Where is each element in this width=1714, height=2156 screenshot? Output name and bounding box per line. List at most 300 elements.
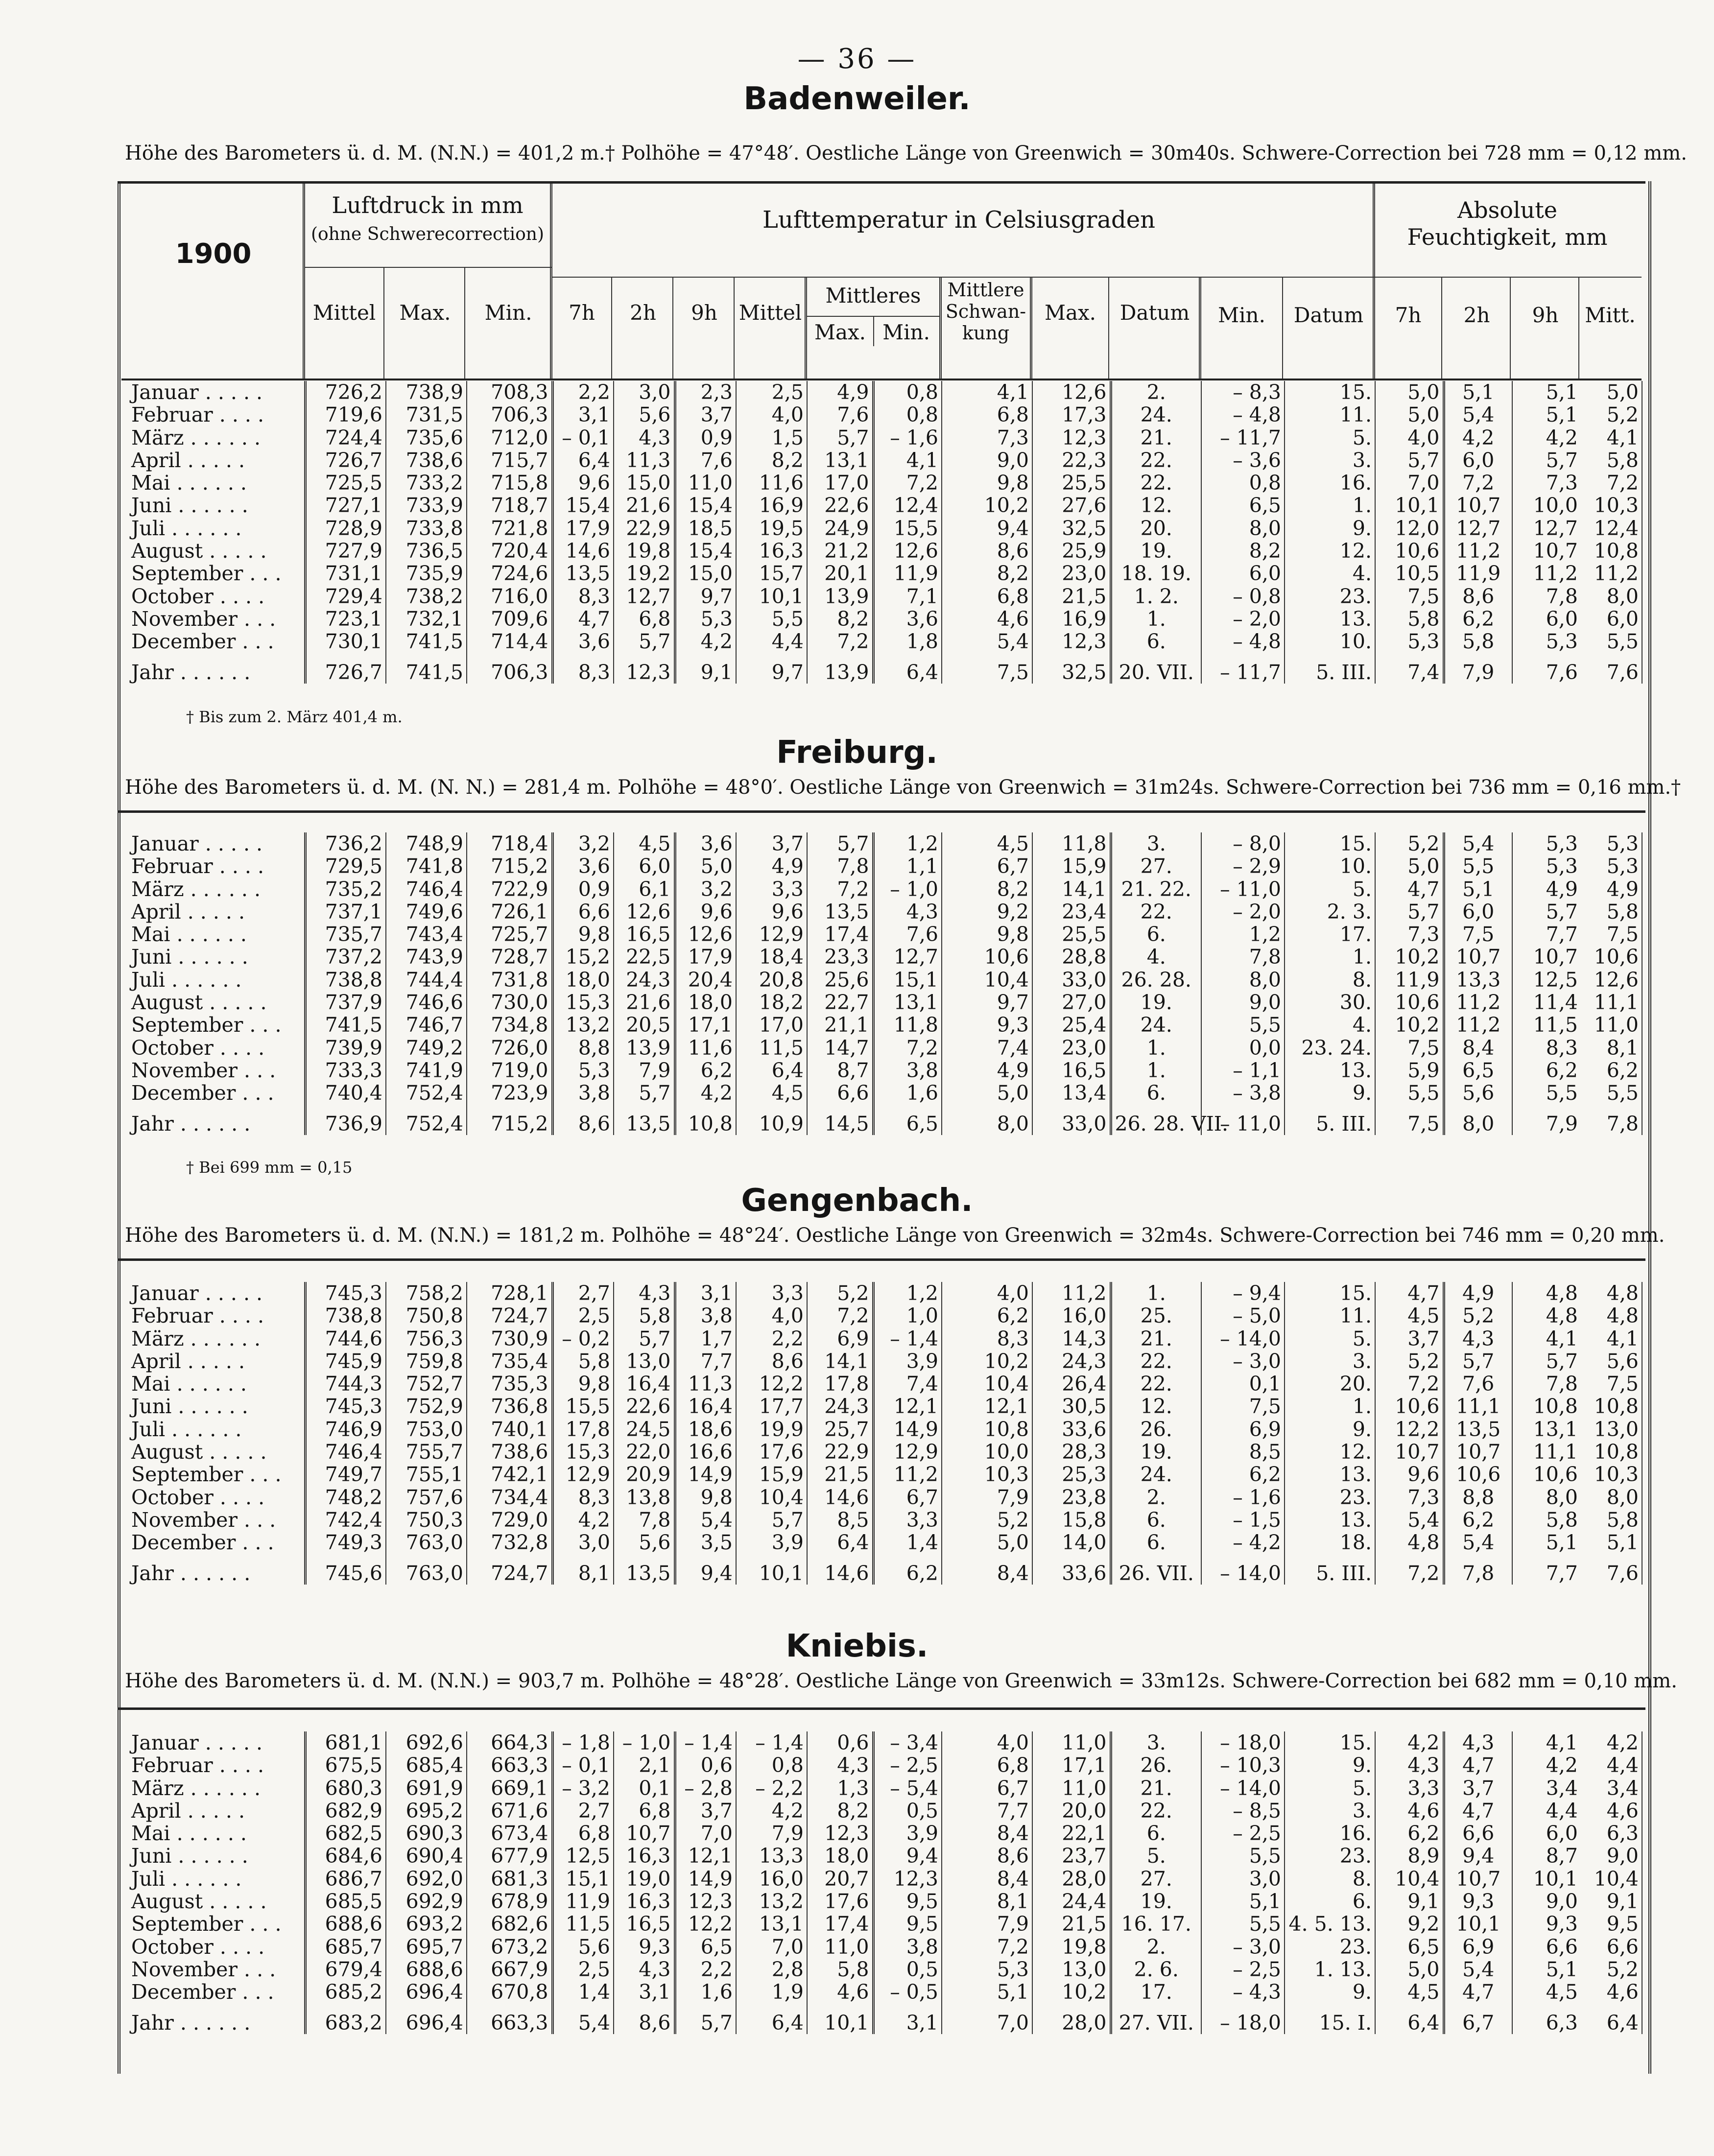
table-cell: 7,2	[807, 630, 873, 653]
col-temp-mittel: Mittel	[738, 301, 802, 325]
table-cell: 15,4	[552, 494, 614, 517]
table-cell: – 11,7	[1201, 426, 1285, 449]
table-cell: 752,7	[386, 1373, 467, 1395]
table-cell: 8,0	[1581, 585, 1642, 608]
col-min: Min.	[484, 301, 532, 325]
table-cell: 22.	[1111, 449, 1201, 472]
table-cell: 12,6	[675, 923, 736, 946]
table-cell: 0,1	[614, 1777, 675, 1800]
table-cell: 737,1	[305, 900, 386, 923]
table-cell: – 1,0	[873, 878, 942, 900]
table-cell: 735,2	[305, 878, 386, 900]
table-cell: 10,6	[1533, 1463, 1578, 1487]
row-label: November . . .	[121, 608, 305, 630]
table-cell: 13,1	[1533, 1417, 1578, 1441]
table-cell: 9,2	[942, 900, 1032, 923]
table-cell: 2,5	[552, 1304, 614, 1327]
table-cell: 3,8	[675, 1304, 736, 1327]
table-cell: 735,6	[386, 426, 467, 449]
table-cell: 10,4	[942, 1373, 1032, 1395]
table-cell: 1.	[1111, 1282, 1201, 1304]
table-cell: 14,7	[807, 1037, 873, 1059]
table-cell: 25,4	[1032, 1014, 1111, 1036]
table-cell: 4,8	[1375, 1531, 1444, 1554]
table-cell: 4,8	[1581, 1282, 1642, 1304]
table-cell: 4.	[1285, 562, 1375, 585]
table-cell: 1,2	[873, 832, 942, 855]
table-cell: 7,7	[942, 1800, 1032, 1822]
table-cell: 733,2	[386, 472, 467, 494]
table-cell: 10,3	[1581, 1463, 1642, 1486]
table-cell: 7,2	[942, 1936, 1032, 1958]
table-cell: 5,1	[942, 1981, 1032, 2003]
table-cell: 5,2	[942, 1509, 1032, 1531]
table-cell: 16,3	[614, 1845, 675, 1867]
table-cell: 4,1	[1546, 1327, 1578, 1350]
table-cell: 14,5	[807, 1105, 873, 1135]
table-cell: 24,3	[807, 1395, 873, 1418]
table-cell: 11,5	[1533, 1013, 1578, 1037]
feuchtigkeit-label: Absolute	[1457, 197, 1557, 223]
table-cell: 7,4	[942, 1037, 1032, 1059]
table-cell: 4,0	[736, 1304, 807, 1327]
table-cell: 2. 6.	[1111, 1958, 1201, 1981]
table-cell: 742,4	[305, 1509, 386, 1531]
table-row	[121, 1509, 1642, 1531]
table-cell: 752,4	[386, 1105, 467, 1135]
table-cell: 728,9	[305, 517, 386, 540]
table-row	[121, 403, 1642, 426]
table-cell: 745,9	[305, 1350, 386, 1373]
table-cell: 7,5	[1581, 923, 1642, 946]
table-cell: 6,2	[1201, 1463, 1285, 1486]
table-cell: 6,4	[1581, 2004, 1642, 2034]
col-mittleres-max: Max.	[814, 320, 866, 344]
table-cell: 744,4	[386, 969, 467, 991]
table-cell: 5.	[1285, 426, 1375, 449]
table-row	[121, 1868, 1642, 1890]
table-cell: 5,8	[807, 1958, 873, 1981]
table-cell: 16,0	[736, 1868, 807, 1890]
table-cell: 8,2	[1201, 540, 1285, 562]
table-row	[121, 1304, 1642, 1327]
station-table	[121, 1282, 1643, 1585]
table-cell: 1.	[1285, 946, 1375, 968]
table-cell: 5,2	[807, 1282, 873, 1304]
table-cell: 7,5	[1375, 585, 1444, 608]
table-cell: 27.	[1111, 1868, 1201, 1890]
table-cell: 23. 24.	[1285, 1037, 1375, 1059]
table-cell: 5,3	[552, 1059, 614, 1082]
table-cell: 7,9	[942, 1913, 1032, 1935]
table-row	[121, 900, 1642, 923]
table-cell: 9,3	[1546, 1912, 1578, 1936]
table-cell: 8,3	[552, 1486, 614, 1509]
row-label: Juli . . . . . .	[121, 1868, 305, 1890]
table-cell: – 14,0	[1201, 1327, 1285, 1350]
row-label: Januar . . . . .	[121, 1282, 305, 1304]
table-cell: 12.	[1111, 1395, 1201, 1418]
table-cell: 33,6	[1032, 1554, 1111, 1585]
table-cell: 6,3	[1546, 2011, 1578, 2035]
table-cell: 10,4	[942, 969, 1032, 991]
table-cell: 5,3	[1546, 832, 1578, 855]
table-cell: 749,2	[386, 1037, 467, 1059]
table-row	[121, 1463, 1642, 1486]
row-label: October . . . .	[121, 1936, 305, 1958]
table-cell: 688,6	[305, 1913, 386, 1935]
row-label: Jahr . . . . . .	[121, 1105, 305, 1135]
table-cell: 1,8	[873, 630, 942, 653]
table-cell: 6,5	[1201, 494, 1285, 517]
table-cell: 12,9	[873, 1441, 942, 1463]
table-cell: 23,0	[1032, 1037, 1111, 1059]
table-cell: 9,5	[873, 1913, 942, 1935]
table-cell: 6,4	[807, 1531, 873, 1554]
table-cell: 10,8	[675, 1105, 736, 1135]
table-cell: 4,2	[675, 1082, 736, 1104]
table-cell: 15,8	[1032, 1509, 1111, 1531]
table-cell: – 14,0	[1201, 1777, 1285, 1800]
table-cell: 8,0	[1201, 969, 1285, 991]
table-cell: 27,6	[1032, 494, 1111, 517]
table-cell: 5,8	[552, 1350, 614, 1373]
table-cell: 4,1	[873, 449, 942, 472]
table-cell: 19,5	[736, 517, 807, 540]
feuchtigkeit-label-2: Feuchtigkeit, mm	[1407, 224, 1608, 250]
table-cell: 6,5	[1375, 1936, 1444, 1958]
col-mittleres: Mittleres	[825, 284, 921, 308]
table-cell: 5,6	[1444, 1082, 1512, 1104]
table-cell: 6,3	[1581, 1822, 1642, 1845]
table-cell: 18,0	[675, 991, 736, 1014]
table-row	[121, 1913, 1642, 1935]
table-cell: 8,3	[1546, 1036, 1578, 1060]
row-label: November . . .	[121, 1509, 305, 1531]
row-label: Mai . . . . . .	[121, 472, 305, 494]
table-cell: 7,3	[1375, 1486, 1444, 1509]
table-cell: 5. III.	[1285, 1105, 1375, 1135]
col-f-mitt: Mitt.	[1585, 303, 1636, 327]
table-cell: 4,7	[1375, 1282, 1444, 1304]
table-cell: 0,9	[552, 878, 614, 900]
table-cell: 738,8	[305, 969, 386, 991]
table-cell: 5,2	[1581, 1958, 1642, 1981]
table-cell: 749,3	[305, 1531, 386, 1554]
table-cell: 7,3	[942, 426, 1032, 449]
table-cell: 1,2	[873, 1282, 942, 1304]
table-cell: 738,8	[305, 1304, 386, 1327]
table-cell: 6.	[1111, 1509, 1201, 1531]
table-cell: 12,2	[1375, 1418, 1444, 1441]
table-cell: 1.	[1285, 494, 1375, 517]
table-cell: 4,2	[736, 1800, 807, 1822]
station-top-rule	[118, 1707, 1645, 1710]
table-cell: 748,9	[386, 832, 467, 855]
table-cell: 6,6	[1444, 1822, 1512, 1845]
table-cell: 685,5	[305, 1890, 386, 1913]
table-row	[121, 562, 1642, 585]
footnote: † Bis zum 2. März 401,4 m.	[186, 708, 403, 726]
table-cell: 6,0	[1546, 1822, 1578, 1846]
year-total-row	[121, 1105, 1642, 1135]
table-cell: 3,9	[736, 1531, 807, 1554]
table-cell: 7,7	[675, 1350, 736, 1373]
table-row	[121, 1441, 1642, 1463]
table-cell: 16,4	[614, 1373, 675, 1395]
table-cell: 17,8	[552, 1418, 614, 1441]
row-label: Juni . . . . . .	[121, 494, 305, 517]
table-cell: 7,2	[807, 1304, 873, 1327]
table-cell: 5,3	[1581, 832, 1642, 855]
station-meta: Höhe des Barometers ü. d. M. (N.N.) = 181,2 m. Polhöhe = 48°24′. Oestliche Länge von Greenwich = 32m4s. Schwere-Correction bei 746 mm = 0,20 mm.	[125, 1224, 1665, 1247]
table-cell: 6,0	[1201, 562, 1285, 585]
table-cell: 17,9	[552, 517, 614, 540]
table-cell: 1. 2.	[1111, 585, 1201, 608]
col-f-9h: 9h	[1532, 303, 1559, 327]
table-cell: 9,1	[1581, 1890, 1642, 1913]
table-cell: 692,6	[386, 1731, 467, 1754]
table-cell: 5,4	[552, 2004, 614, 2034]
table-cell: 693,2	[386, 1913, 467, 1935]
table-cell: – 4,3	[1201, 1981, 1285, 2003]
table-cell: 21.	[1111, 1327, 1201, 1350]
table-cell: 678,9	[467, 1890, 552, 1913]
table-cell: 17,0	[736, 1014, 807, 1036]
table-cell: 13,5	[614, 1105, 675, 1135]
table-cell: 667,9	[467, 1958, 552, 1981]
table-cell: 5,3	[1546, 854, 1578, 878]
table-cell: 3.	[1285, 1350, 1375, 1373]
table-cell: 21. 22.	[1111, 878, 1201, 900]
table-cell: – 11,0	[1201, 878, 1285, 900]
table-cell: 10,0	[942, 1441, 1032, 1463]
table-cell: 16,3	[736, 540, 807, 562]
table-cell: 21,5	[807, 1463, 873, 1486]
table-row	[121, 1059, 1642, 1082]
table-cell: 4,1	[1546, 1731, 1578, 1754]
table-cell: 3,3	[873, 1509, 942, 1531]
table-cell: 11,1	[1444, 1395, 1512, 1418]
table-cell: 18. 19.	[1111, 562, 1201, 585]
table-cell: 5,4	[1375, 1509, 1444, 1531]
table-cell: – 1,6	[1201, 1486, 1285, 1509]
table-cell: 753,0	[386, 1418, 467, 1441]
col-max: Max.	[399, 301, 451, 325]
table-cell: 15,2	[552, 946, 614, 968]
table-cell: 7,9	[614, 1059, 675, 1082]
table-cell: 23,0	[1032, 562, 1111, 585]
table-cell: 24,9	[807, 517, 873, 540]
table-cell: 2,5	[736, 381, 807, 403]
table-cell: 715,2	[467, 1105, 552, 1135]
table-cell: 5,1	[1581, 1531, 1642, 1554]
table-cell: 8,6	[942, 540, 1032, 562]
table-cell: 10.	[1285, 855, 1375, 877]
table-cell: 5,1	[1546, 403, 1578, 427]
table-cell: 1.	[1111, 1059, 1201, 1082]
table-cell: 8,5	[807, 1509, 873, 1531]
table-cell: 15.	[1285, 1282, 1375, 1304]
table-cell: 8,9	[1375, 1845, 1444, 1867]
table-cell: 23.	[1285, 1936, 1375, 1958]
year-label: 1900	[175, 238, 252, 270]
table-cell: 682,9	[305, 1800, 386, 1822]
table-cell: 681,3	[467, 1868, 552, 1890]
table-cell: 20,7	[807, 1868, 873, 1890]
table-cell: 19,8	[1032, 1936, 1111, 1958]
table-cell: 12,5	[1533, 968, 1578, 992]
table-cell: 7,2	[1375, 1373, 1444, 1395]
table-cell: 28,8	[1032, 946, 1111, 968]
table-cell: 692,9	[386, 1890, 467, 1913]
row-label: December . . .	[121, 1082, 305, 1104]
table-cell: 12.	[1285, 540, 1375, 562]
table-cell: 4,7	[1444, 1981, 1512, 2003]
table-cell: 2,2	[675, 1958, 736, 1981]
table-cell: 5,7	[1444, 1350, 1512, 1373]
table-cell: 4,2	[1546, 1753, 1578, 1777]
table-cell: 741,8	[386, 855, 467, 877]
col-temp-min: Min.	[1218, 303, 1265, 327]
table-cell: 22.	[1111, 1373, 1201, 1395]
row-label: Juli . . . . . .	[121, 969, 305, 991]
table-cell: 6,2	[1444, 1509, 1512, 1531]
table-cell: 10,7	[1444, 946, 1512, 968]
table-cell: 13,3	[1444, 969, 1512, 991]
table-cell: 4,2	[1375, 1731, 1444, 1754]
table-cell: 16,0	[1032, 1304, 1111, 1327]
table-cell: 685,7	[305, 1936, 386, 1958]
table-cell: 738,9	[386, 381, 467, 403]
table-cell: 10.	[1285, 630, 1375, 653]
table-cell: 9,4	[873, 1845, 942, 1867]
table-cell: 10,6	[1444, 1463, 1512, 1486]
lufttemperatur-label: Lufttemperatur in Celsiusgraden	[762, 206, 1156, 234]
table-cell: 7,6	[1546, 660, 1578, 684]
table-cell: 16. 17.	[1111, 1913, 1201, 1935]
table-cell: 734,8	[467, 1014, 552, 1036]
table-cell: 10,3	[942, 1463, 1032, 1486]
table-cell: 12,7	[1444, 517, 1512, 540]
table-cell: 12,4	[1581, 517, 1642, 540]
table-cell: 3,7	[675, 403, 736, 426]
table-cell: 7,3	[1375, 923, 1444, 946]
table-cell: 730,9	[467, 1327, 552, 1350]
table-cell: 9.	[1285, 1418, 1375, 1441]
table-cell: 6,4	[736, 1059, 807, 1082]
table-cell: 11,2	[1533, 562, 1578, 586]
table-cell: 724,4	[305, 426, 386, 449]
table-cell: 1,0	[873, 1304, 942, 1327]
col-temp-max: Max.	[1044, 301, 1096, 325]
table-cell: 10,2	[942, 1350, 1032, 1373]
table-row	[121, 1845, 1642, 1867]
row-label: Mai . . . . . .	[121, 1822, 305, 1845]
table-cell: – 9,4	[1201, 1282, 1285, 1304]
table-cell: 732,1	[386, 608, 467, 630]
table-cell: 20,8	[736, 969, 807, 991]
table-row	[121, 969, 1642, 991]
table-cell: 750,8	[386, 1304, 467, 1327]
table-cell: 5,0	[942, 1082, 1032, 1104]
table-cell: 740,4	[305, 1082, 386, 1104]
table-cell: 8,7	[807, 1059, 873, 1082]
row-label: März . . . . . .	[121, 878, 305, 900]
table-cell: 3,7	[736, 832, 807, 855]
table-cell: 741,5	[386, 653, 467, 684]
table-cell: 4,2	[1546, 426, 1578, 450]
table-cell: 32,5	[1032, 517, 1111, 540]
table-cell: 741,5	[386, 630, 467, 653]
row-label: März . . . . . .	[121, 1327, 305, 1350]
table-cell: 5,5	[1581, 1082, 1642, 1104]
table-cell: 7,6	[1444, 1373, 1512, 1395]
table-cell: 1,6	[675, 1981, 736, 2003]
table-cell: 21.	[1111, 426, 1201, 449]
table-cell: – 0,8	[1201, 585, 1285, 608]
table-cell: 3,1	[552, 403, 614, 426]
station-title: Badenweiler.	[743, 81, 971, 117]
table-cell: 2,7	[552, 1800, 614, 1822]
table-cell: 21,1	[807, 1014, 873, 1036]
table-cell: 23,3	[807, 946, 873, 968]
table-cell: – 5,4	[873, 1777, 942, 1800]
table-cell: 756,3	[386, 1327, 467, 1350]
table-cell: 27.	[1111, 855, 1201, 877]
station-table	[121, 1731, 1643, 2034]
table-cell: 22.	[1111, 472, 1201, 494]
table-cell: 718,7	[467, 494, 552, 517]
table-cell: 3,1	[873, 2004, 942, 2034]
table-cell: 10,1	[736, 1554, 807, 1585]
table-cell: 5,3	[1375, 630, 1444, 653]
table-cell: 13,2	[552, 1014, 614, 1036]
station-meta: Höhe des Barometers ü. d. M. (N. N.) = 281,4 m. Polhöhe = 48°0′. Oestliche Länge von Greenwich = 31m24s. Schwere-Correction bei 736 mm = 0,16 mm.†	[125, 776, 1681, 799]
table-cell: 4. 5. 13.	[1285, 1913, 1375, 1935]
table-cell: 10,8	[1581, 1395, 1642, 1418]
table-cell: 5,1	[1546, 1531, 1578, 1555]
table-cell: 7,5	[1581, 1373, 1642, 1395]
table-cell: 22.	[1111, 1800, 1201, 1822]
table-cell: 7,8	[1444, 1554, 1512, 1585]
table-cell: 4,9	[1581, 878, 1642, 900]
table-cell: 5,5	[1375, 1082, 1444, 1104]
table-cell: 9,8	[942, 472, 1032, 494]
table-cell: 738,6	[467, 1441, 552, 1463]
table-cell: – 4,8	[1201, 630, 1285, 653]
table-cell: 4,3	[873, 900, 942, 923]
table-cell: 12,2	[736, 1373, 807, 1395]
table-cell: 11,8	[873, 1014, 942, 1036]
table-cell: 721,8	[467, 517, 552, 540]
table-cell: 3,4	[1581, 1777, 1642, 1800]
table-cell: 15,1	[873, 969, 942, 991]
table-cell: 23,8	[1032, 1486, 1111, 1509]
table-cell: 12,0	[1375, 517, 1444, 540]
table-cell: 12,1	[675, 1845, 736, 1867]
table-cell: 13,5	[552, 562, 614, 585]
table-cell: 4.	[1111, 946, 1201, 968]
table-cell: 15,5	[873, 517, 942, 540]
table-cell: 11,3	[675, 1373, 736, 1395]
station-table	[121, 381, 1643, 684]
table-cell: 8,2	[942, 562, 1032, 585]
table-cell: – 3,0	[1201, 1936, 1285, 1958]
table-cell: 7,2	[807, 878, 873, 900]
table-cell: 18,4	[736, 946, 807, 968]
table-cell: 691,9	[386, 1777, 467, 1800]
